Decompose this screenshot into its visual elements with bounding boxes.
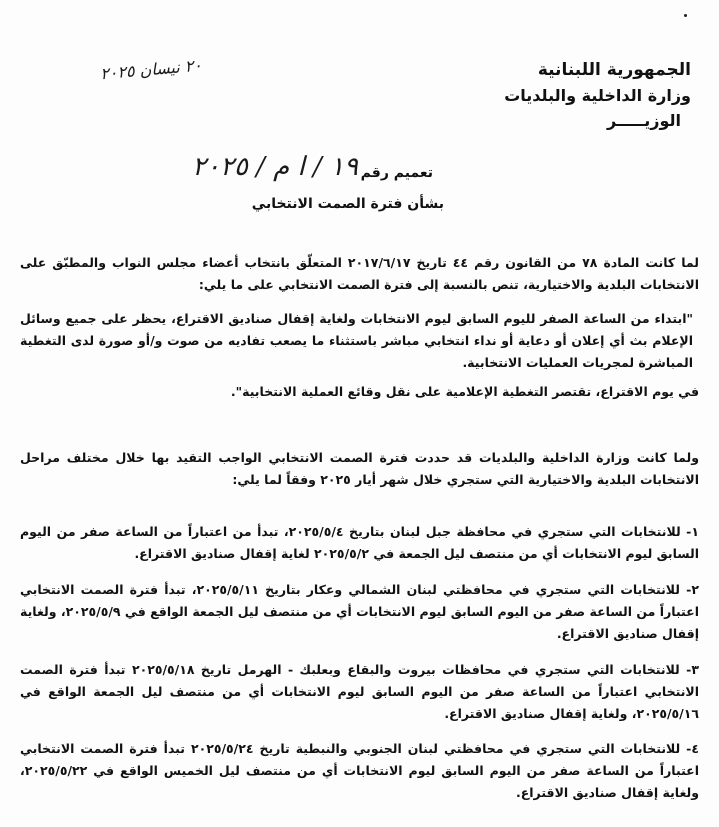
paragraph-election-day: في يوم الاقتراع، تقتصر التغطية الإعلامية على نقل وقائع العملية الانتخابية". bbox=[230, 384, 699, 399]
list-item-north-akkar: ٢- للانتخابات التي ستجري في محافظتي لبنان الشمالي وعكار بتاريخ ٢٠٢٥/٥/١١، تبدأ فترة الصمت الانتخابي اعتباراً من الساعة صفر من اليوم السابق ليوم الانتخابات أي من منتصف ليل الجمعة الواقع في ٢٠٢٥/٥/٩، ولغاية إقفال صناديق الاقتراع. bbox=[20, 582, 699, 641]
paragraph-ministry-periods: ولما كانت وزارة الداخلية والبلديات قد حددت فترة الصمت الانتخابي الواجب التقيد بها خلال مختلف مراحل الانتخابات البلدية والاختيارية التي ستجري خلال شهر أيار ٢٠٢٥ وفقاً لما يلي: bbox=[20, 450, 699, 487]
handwritten-date: ٢٠ نيسان ٢٠٢٥ bbox=[99, 55, 203, 84]
letterhead bbox=[504, 58, 691, 133]
minister-title: الوزيـــــر bbox=[606, 111, 681, 130]
subject-line: بشأن فترة الصمت الانتخابي bbox=[251, 196, 444, 212]
list-item-south-nabatieh: ٤- للانتخابات التي ستجري في محافظتي لبنان الجنوبي والنبطية تاريخ ٢٠٢٥/٥/٢٤ تبدأ فترة الصمت الانتخابي اعتباراً من الساعة صفر من اليوم السابق ليوم الانتخابات أي من منتصف ليل الخميس الواقع في ٢٠٢٥/٥/٢٢، ولغاية إقفال صناديق الاقتراع. bbox=[20, 741, 699, 800]
ministry-title: وزارة الداخلية والبلديات bbox=[504, 86, 691, 105]
scan-dot bbox=[684, 14, 687, 17]
list-item-beirut-bekaa: ٣- للانتخابات التي ستجري في محافظات بيروت والبقاع وبعلبك - الهرمل تاريخ ٢٠٢٥/٥/١٨ تبدأ فترة الصمت الانتخابي اعتباراً من الساعة صفر من اليوم السابق ليوم الانتخابات أي من منتصف ليل الجمعة الواقع في ٢٠٢٥/٥/١٦، ولغاية إقفال صناديق الاقتراع. bbox=[20, 662, 700, 721]
circular-number: ١٩ / ا م / ٢٠٢٥ bbox=[192, 152, 358, 182]
republic-title: الجمهورية اللبنانية bbox=[537, 60, 691, 80]
paragraph-quote: "ابتداء من الساعة الصفر لليوم السابق ليوم الانتخابات ولغاية إقفال صناديق الاقتراع، يحظر على جميع وسائل الإعلام بث أي إعلان أو دعاية أو نداء انتخابي مباشر باستثناء ما يصعب تفاديه من صوت و/أو صورة لدى التغطية المباشرة لمجريات العمليات الانتخابية. bbox=[20, 311, 693, 370]
list-item-mount-lebanon: ١- للانتخابات التي ستجري في محافظة جبل لبنان بتاريخ ٢٠٢٥/٥/٤، تبدأ من اعتباراً من الساعة صفر من اليوم السابق ليوم الانتخابات أي من منتصف ليل الجمعة في ٢٠٢٥/٥/٢ لغاية إقفال صناديق الاقتراع. bbox=[20, 524, 699, 561]
paragraph-legal-basis: لما كانت المادة ٧٨ من القانون رقم ٤٤ تاريخ ٢٠١٧/٦/١٧ المتعلّق بانتخاب أعضاء مجلس النواب والمطبّق على الانتخابات البلدية والاختيارية، تنص بالنسبة إلى فترة الصمت الانتخابي على ما يلي: bbox=[20, 255, 699, 292]
circular-label: تعميم رقم bbox=[360, 165, 433, 181]
